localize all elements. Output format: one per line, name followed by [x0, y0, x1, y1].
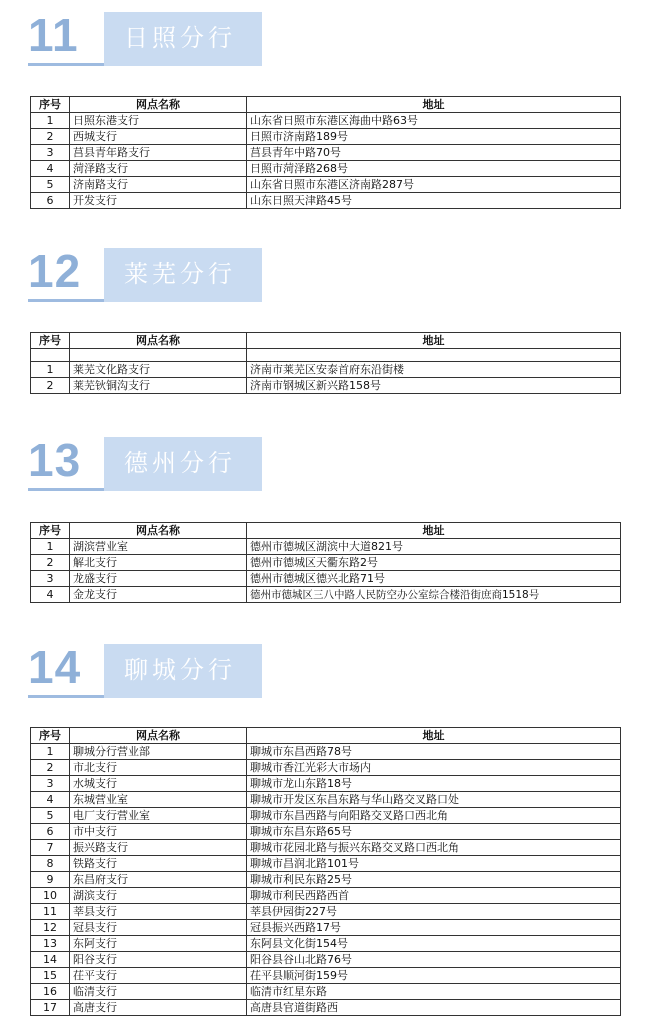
row-name: 水城支行 — [70, 776, 247, 792]
row-address: 山东日照天津路45号 — [247, 193, 621, 209]
row-name: 莒县青年路支行 — [70, 145, 247, 161]
row-name: 龙盛支行 — [70, 571, 247, 587]
section-title: 聊城分行 — [124, 656, 236, 684]
row-address: 德州市德城区湖滨中大道821号 — [247, 539, 621, 555]
table-row — [31, 904, 621, 920]
table-row — [31, 1000, 621, 1016]
header-no: 序号 — [31, 728, 70, 744]
row-no: 13 — [31, 936, 70, 952]
table-row — [31, 936, 621, 952]
row-no: 14 — [31, 952, 70, 968]
table-row — [31, 968, 621, 984]
row-address: 德州市德城区天衢东路2号 — [247, 555, 621, 571]
branch-table — [30, 727, 621, 1016]
header-underline — [28, 299, 108, 302]
table-row — [31, 587, 621, 603]
section-header — [0, 8, 290, 76]
row-name: 临清支行 — [70, 984, 247, 1000]
row-address: 茌平县顺河街159号 — [247, 968, 621, 984]
section-number: 13 — [28, 434, 82, 486]
header-underline — [28, 695, 108, 698]
header-no: 序号 — [31, 333, 70, 349]
row-address: 济南市莱芜区安泰首府东沿街楼 — [247, 362, 621, 378]
header-underline — [28, 488, 108, 491]
row-address: 聊城市龙山东路18号 — [247, 776, 621, 792]
row-no: 7 — [31, 840, 70, 856]
row-no: 16 — [31, 984, 70, 1000]
row-no: 4 — [31, 792, 70, 808]
table-row — [31, 840, 621, 856]
section-header — [0, 244, 290, 312]
row-address: 冠县振兴西路17号 — [247, 920, 621, 936]
table-row — [31, 808, 621, 824]
row-name: 莱芜文化路支行 — [70, 362, 247, 378]
row-no: 17 — [31, 1000, 70, 1016]
row-address: 日照市济南路189号 — [247, 129, 621, 145]
row-address: 德州市德城区三八中路人民防空办公室综合楼沿街庶商1518号 — [247, 587, 621, 603]
row-name: 济南路支行 — [70, 177, 247, 193]
row-address: 聊城市东昌西路78号 — [247, 744, 621, 760]
section-number: 12 — [28, 245, 82, 297]
row-name: 莱芜钬铜沟支行 — [70, 378, 247, 394]
table-row — [31, 161, 621, 177]
branch-table — [30, 96, 621, 209]
section-title: 德州分行 — [124, 449, 236, 477]
row-no: 2 — [31, 129, 70, 145]
row-address: 聊城市香江光彩大市场内 — [247, 760, 621, 776]
row-name: 阳谷支行 — [70, 952, 247, 968]
row-no: 1 — [31, 113, 70, 129]
table-row — [31, 920, 621, 936]
table-row — [31, 824, 621, 840]
row-no: 1 — [31, 744, 70, 760]
row-address: 临清市红星东路 — [247, 984, 621, 1000]
section-number: 11 — [28, 9, 79, 61]
row-no: 1 — [31, 539, 70, 555]
table-row — [31, 193, 621, 209]
row-address: 日照市菏泽路268号 — [247, 161, 621, 177]
row-no: 10 — [31, 888, 70, 904]
header-no: 序号 — [31, 97, 70, 113]
row-address: 东阿县文化街154号 — [247, 936, 621, 952]
row-no: 1 — [31, 362, 70, 378]
row-name: 解北支行 — [70, 555, 247, 571]
table-row — [31, 571, 621, 587]
row-no: 11 — [31, 904, 70, 920]
row-address: 高唐县官道街路西 — [247, 1000, 621, 1016]
row-name: 振兴路支行 — [70, 840, 247, 856]
row-address: 莒县青年中路70号 — [247, 145, 621, 161]
row-name: 市北支行 — [70, 760, 247, 776]
table-row — [31, 952, 621, 968]
row-no: 15 — [31, 968, 70, 984]
row-address: 聊城市东昌东路65号 — [247, 824, 621, 840]
row-address: 聊城市花园北路与振兴东路交叉路口西北角 — [247, 840, 621, 856]
table-row — [31, 888, 621, 904]
row-address: 聊城市利民东路25号 — [247, 872, 621, 888]
section-title: 莱芜分行 — [124, 260, 236, 288]
header-underline — [28, 63, 108, 66]
row-address: 聊城市开发区东昌东路与华山路交叉路口处 — [247, 792, 621, 808]
table-row — [31, 129, 621, 145]
branch-table — [30, 332, 621, 394]
row-no: 3 — [31, 571, 70, 587]
row-no: 2 — [31, 555, 70, 571]
row-name: 铁路支行 — [70, 856, 247, 872]
row-name: 日照东港支行 — [70, 113, 247, 129]
row-address: 山东省日照市东港区海曲中路63号 — [247, 113, 621, 129]
header-name: 网点名称 — [70, 333, 247, 349]
section-number: 14 — [28, 641, 82, 693]
table-row — [31, 856, 621, 872]
table-row — [31, 984, 621, 1000]
row-no: 2 — [31, 378, 70, 394]
row-no: 3 — [31, 145, 70, 161]
section-title: 日照分行 — [124, 24, 236, 52]
row-address: 济南市钢城区新兴路158号 — [247, 378, 621, 394]
row-no: 9 — [31, 872, 70, 888]
header-name: 网点名称 — [70, 97, 247, 113]
row-name: 开发支行 — [70, 193, 247, 209]
row-no: 8 — [31, 856, 70, 872]
section-header — [0, 640, 290, 708]
blank-row — [31, 349, 621, 362]
table-row — [31, 776, 621, 792]
row-name: 金龙支行 — [70, 587, 247, 603]
table-row — [31, 362, 621, 378]
header-no: 序号 — [31, 523, 70, 539]
table-row — [31, 744, 621, 760]
header-address: 地址 — [247, 97, 621, 113]
row-no: 5 — [31, 177, 70, 193]
row-no: 3 — [31, 776, 70, 792]
row-no: 2 — [31, 760, 70, 776]
table-row — [31, 872, 621, 888]
table-row — [31, 177, 621, 193]
header-name: 网点名称 — [70, 728, 247, 744]
row-name: 茌平支行 — [70, 968, 247, 984]
row-no: 4 — [31, 587, 70, 603]
row-address: 聊城市东昌西路与向阳路交叉路口西北角 — [247, 808, 621, 824]
row-name: 电厂支行营业室 — [70, 808, 247, 824]
row-name: 菏泽路支行 — [70, 161, 247, 177]
row-no: 4 — [31, 161, 70, 177]
table-row — [31, 145, 621, 161]
header-address: 地址 — [247, 333, 621, 349]
row-no: 6 — [31, 193, 70, 209]
table-header-row — [31, 523, 621, 539]
table-row — [31, 760, 621, 776]
table-header-row — [31, 333, 621, 349]
branch-table — [30, 522, 621, 603]
table-row — [31, 792, 621, 808]
row-name: 东昌府支行 — [70, 872, 247, 888]
section-header — [0, 433, 290, 501]
row-name: 西城支行 — [70, 129, 247, 145]
header-address: 地址 — [247, 728, 621, 744]
row-no: 5 — [31, 808, 70, 824]
row-no: 12 — [31, 920, 70, 936]
table-header-row — [31, 728, 621, 744]
row-address: 聊城市昌润北路101号 — [247, 856, 621, 872]
row-address: 德州市德城区德兴北路71号 — [247, 571, 621, 587]
table-row — [31, 539, 621, 555]
row-name: 市中支行 — [70, 824, 247, 840]
row-address: 阳谷县谷山北路76号 — [247, 952, 621, 968]
row-name: 高唐支行 — [70, 1000, 247, 1016]
row-name: 聊城分行营业部 — [70, 744, 247, 760]
header-address: 地址 — [247, 523, 621, 539]
row-no: 6 — [31, 824, 70, 840]
header-name: 网点名称 — [70, 523, 247, 539]
row-name: 冠县支行 — [70, 920, 247, 936]
table-row — [31, 113, 621, 129]
table-row — [31, 378, 621, 394]
row-name: 莘县支行 — [70, 904, 247, 920]
row-address: 山东省日照市东港区济南路287号 — [247, 177, 621, 193]
table-row — [31, 555, 621, 571]
row-address: 莘县伊园街227号 — [247, 904, 621, 920]
row-name: 湖滨支行 — [70, 888, 247, 904]
row-name: 东城营业室 — [70, 792, 247, 808]
row-name: 湖滨营业室 — [70, 539, 247, 555]
table-header-row — [31, 97, 621, 113]
row-name: 东阿支行 — [70, 936, 247, 952]
row-address: 聊城市利民西路西首 — [247, 888, 621, 904]
